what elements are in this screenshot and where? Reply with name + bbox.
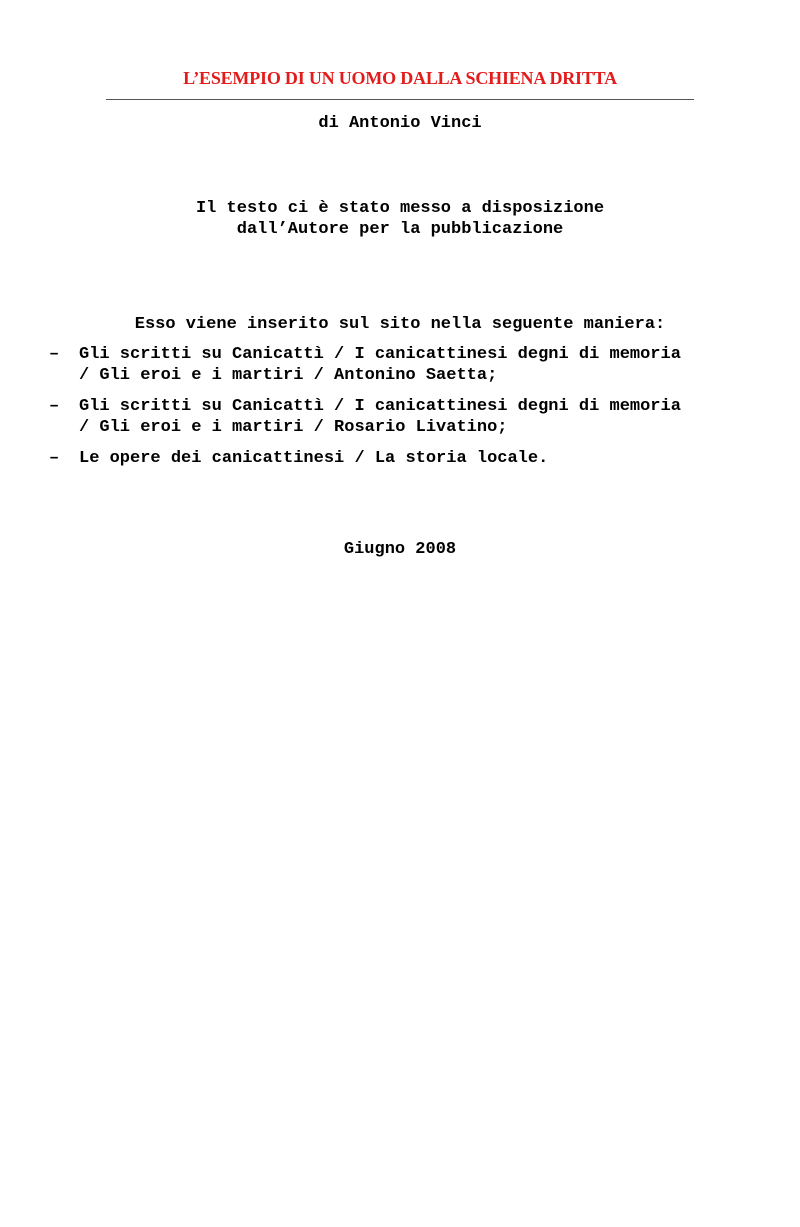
title-divider [106,99,694,100]
list-item-line-1: Gli scritti su Canicattì / I canicattinesi degni di memoria [79,345,681,364]
list-item [49,448,681,469]
list-item-line-2: / Gli eroi e i martiri / Rosario Livatino; [79,418,508,437]
list-item-line-1: Gli scritti su Canicattì / I canicattinesi degni di memoria [79,397,681,416]
list-item-line-1: Le opere dei canicattinesi / La storia locale. [79,449,549,468]
publication-date: Giugno 2008 [343,540,457,559]
bullet-dash: – [49,397,60,416]
document-title: L’ESEMPIO DI UN UOMO DALLA SCHIENA DRITTA [183,68,617,88]
bullet-dash: – [49,345,60,364]
author-line: di Antonio Vinci [318,114,482,133]
publication-note-line-1: Il testo ci è stato messo a disposizione [195,199,605,218]
bullet-dash: – [49,449,60,468]
publication-note-line-2: dall’Autore per la pubblicazione [236,220,564,239]
placement-list [49,344,681,479]
list-item [49,344,681,386]
placement-intro: Esso viene inserito sul sito nella seguente maniera: [134,315,666,334]
list-item-line-2: / Gli eroi e i martiri / Antonino Saetta; [79,366,498,385]
list-item [49,396,681,438]
